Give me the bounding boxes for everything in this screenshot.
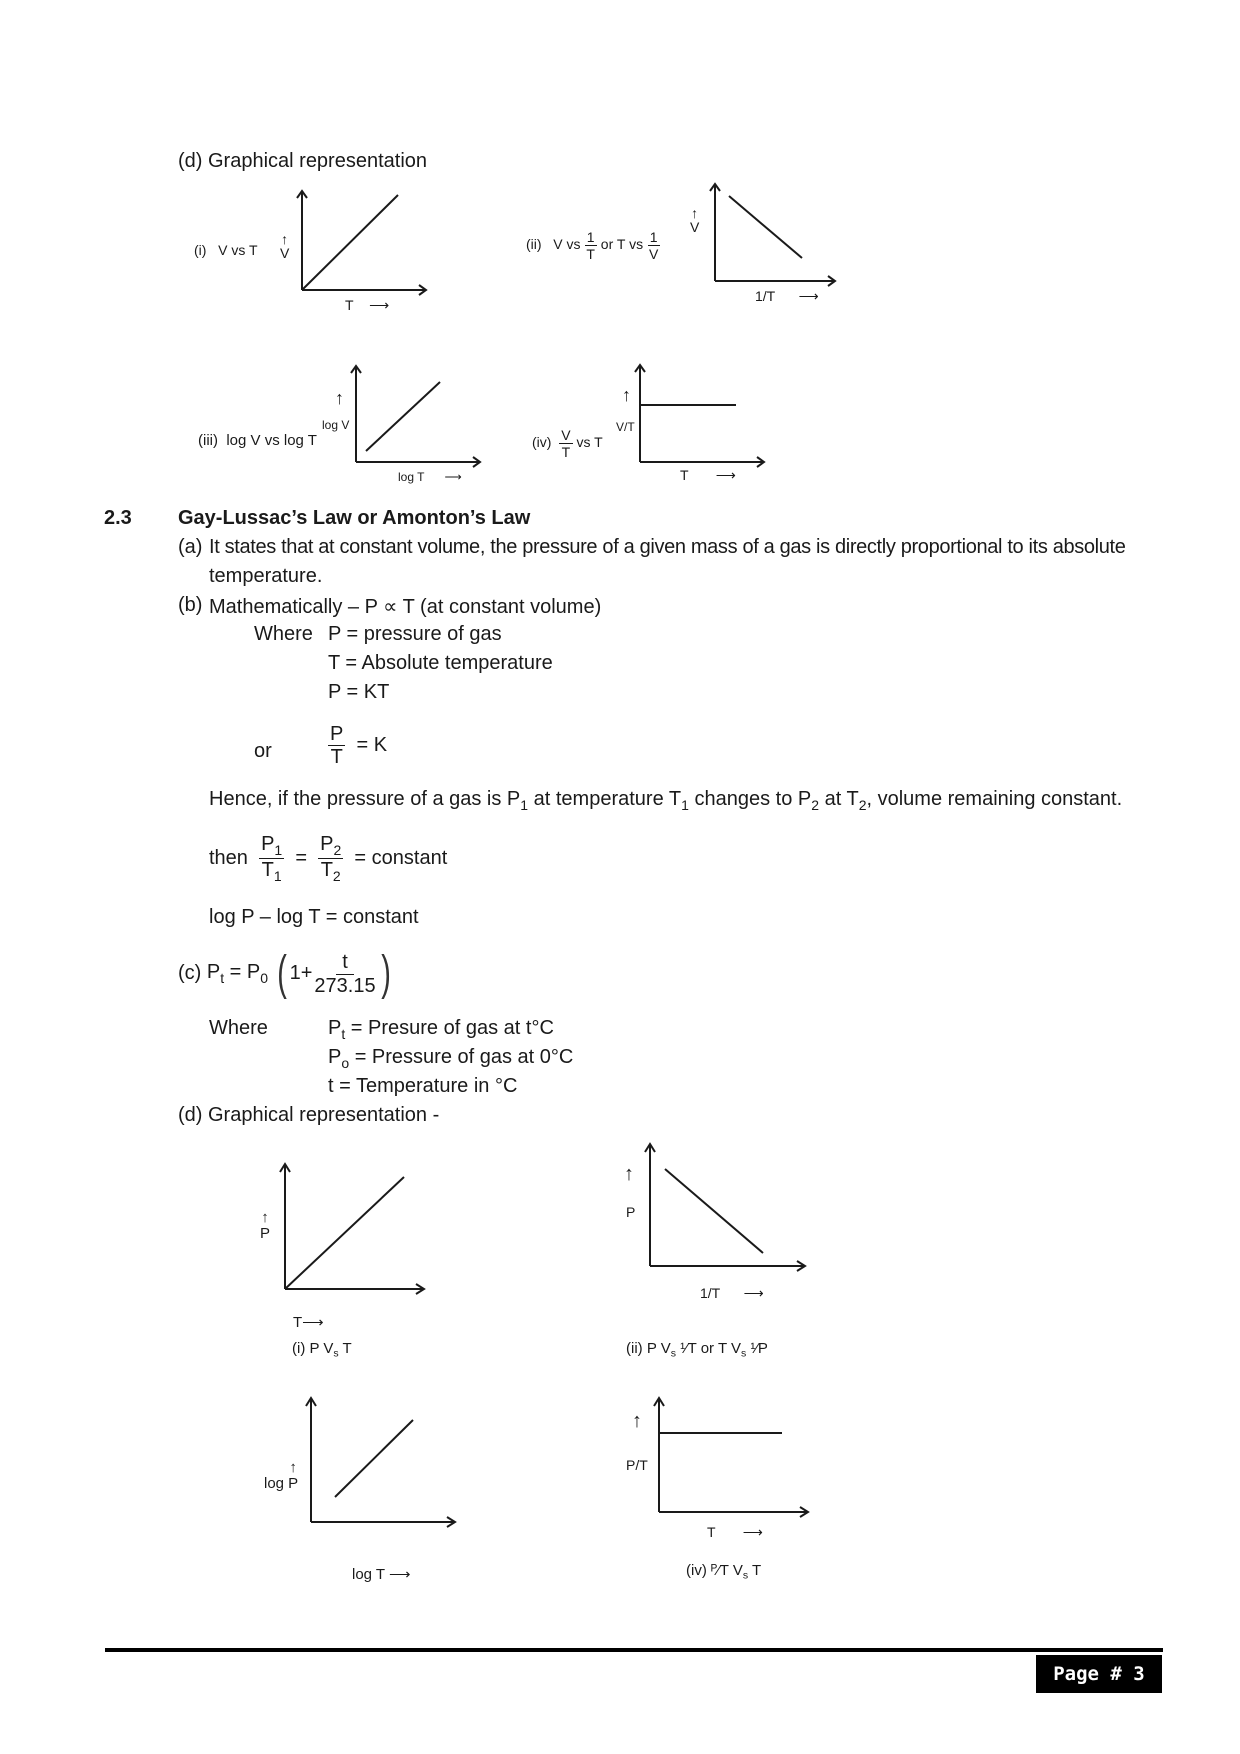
graph2-ii-y-arrow: ↑ — [624, 1163, 634, 1185]
graph2-iv-plot — [656, 1397, 816, 1517]
item-c-equation: (c) $P_t = P_0$ ( 1+ $\frac{t}{273.15}$ ) — [178, 947, 391, 1000]
c-where-item: $P_o$ = Pressure of gas at 0°C — [328, 1046, 574, 1071]
graph-iv-x-label: T ⟶ — [680, 467, 736, 483]
p-over-t-equation: $\frac{P}{T}$ = K — [330, 723, 388, 768]
or-label: or — [254, 740, 272, 762]
item-a-text-line2: temperature. — [209, 565, 323, 587]
page-number-badge: Page # 3 — [1036, 1655, 1162, 1693]
graph2-i-y-label: ↑ P — [260, 1209, 271, 1242]
graph2-i-plot — [281, 1163, 431, 1297]
graph2-iv-y-arrow: ↑ — [632, 1410, 642, 1432]
graph2-iii-plot — [307, 1397, 457, 1531]
where-item: P = KT — [328, 681, 390, 703]
graph2-iii-x-label: log T ⟶ — [352, 1566, 411, 1583]
graph-iii-y-label: log V — [322, 418, 350, 432]
graph2-iii-y-label: ↑ log P — [264, 1459, 299, 1492]
graph-iii-plot — [352, 365, 492, 471]
graph2-ii-caption: (ii) P $V_s$ ¹⁄T or T $V_s$ ¹⁄P — [626, 1340, 768, 1360]
footer-rule — [105, 1648, 1163, 1652]
graph-i-plot — [298, 190, 438, 300]
graph-iv-y-label: V/T — [616, 420, 635, 434]
graph-i-y-label: ↑ V — [280, 231, 290, 261]
graph-i-caption: (i) V vs T — [194, 242, 258, 258]
graph-ii-caption: (ii) V vs $\frac{1}{T}$ or T vs $\frac{1}{V}$ — [526, 229, 659, 262]
graph-iv-plot — [636, 364, 776, 470]
where-item: P = pressure of gas — [328, 623, 502, 645]
c-where-label: Where — [209, 1017, 268, 1039]
section-number: 2.3 — [104, 507, 132, 529]
graph2-iv-caption: (iv) ᴾ⁄T $V_s$ T — [686, 1562, 762, 1582]
graph2-ii-plot — [645, 1143, 815, 1273]
graph2-i-caption: (i) P $V_s$ T — [292, 1340, 352, 1360]
log-equation: log P – log T = constant — [209, 906, 419, 928]
item-b-text: Mathematically – P ∝ T (at constant volume) — [209, 596, 602, 618]
graph-ii-y-label: ↑ V — [690, 205, 700, 235]
graph2-i-x-label: T⟶ — [293, 1314, 324, 1331]
where-item: T = Absolute temperature — [328, 652, 553, 674]
graph2-iv-x-label: T ⟶ — [707, 1524, 763, 1540]
c-where-item: $P_t$ = Presure of gas at t°C — [328, 1017, 554, 1042]
graph2-iv-y-label: P/T — [626, 1457, 648, 1473]
graph2-ii-y-label: P — [626, 1204, 636, 1220]
graph-heading: (d) Graphical representation - — [178, 1104, 440, 1126]
graph2-ii-x-label: 1/T ⟶ — [700, 1285, 764, 1301]
graph-ii-x-label: 1/T ⟶ — [755, 288, 819, 304]
graph-iv-caption: (iv) $\frac{V}{T}$ vs T — [532, 427, 603, 460]
section-title: Gay-Lussac’s Law or Amonton’s Law — [178, 507, 531, 529]
graph-ii-plot — [710, 183, 850, 293]
hence-statement: Hence, if the pressure of a gas is $P_1$ at temperature $T_1$ changes to $P_2$ at $T_2$, volume remaining constant. — [209, 788, 1123, 813]
item-a-label: (a) — [178, 536, 203, 558]
graph-iii-caption: (iii) log V vs log T — [198, 432, 317, 449]
graph-iii-y-arrow: ↑ — [335, 388, 344, 408]
graph-heading-prev: (d) Graphical representation — [178, 150, 428, 172]
item-a-text-line1: It states that at constant volume, the pressure of a given mass of a gas is directly proportional to its absolute — [209, 536, 1126, 558]
c-where-item: t = Temperature in °C — [328, 1075, 518, 1097]
item-b-label: (b) — [178, 594, 203, 616]
ratio-equation: then $\frac{P_1}{T_1}$ = $\frac{P_2}{T_2}$ = constant — [209, 833, 448, 884]
graph-iii-x-label: log T ⟶ — [398, 470, 462, 484]
graph-i-x-label: T ⟶ — [345, 297, 390, 313]
graph-iv-y-arrow: ↑ — [622, 385, 631, 405]
where-label: Where — [254, 623, 313, 645]
